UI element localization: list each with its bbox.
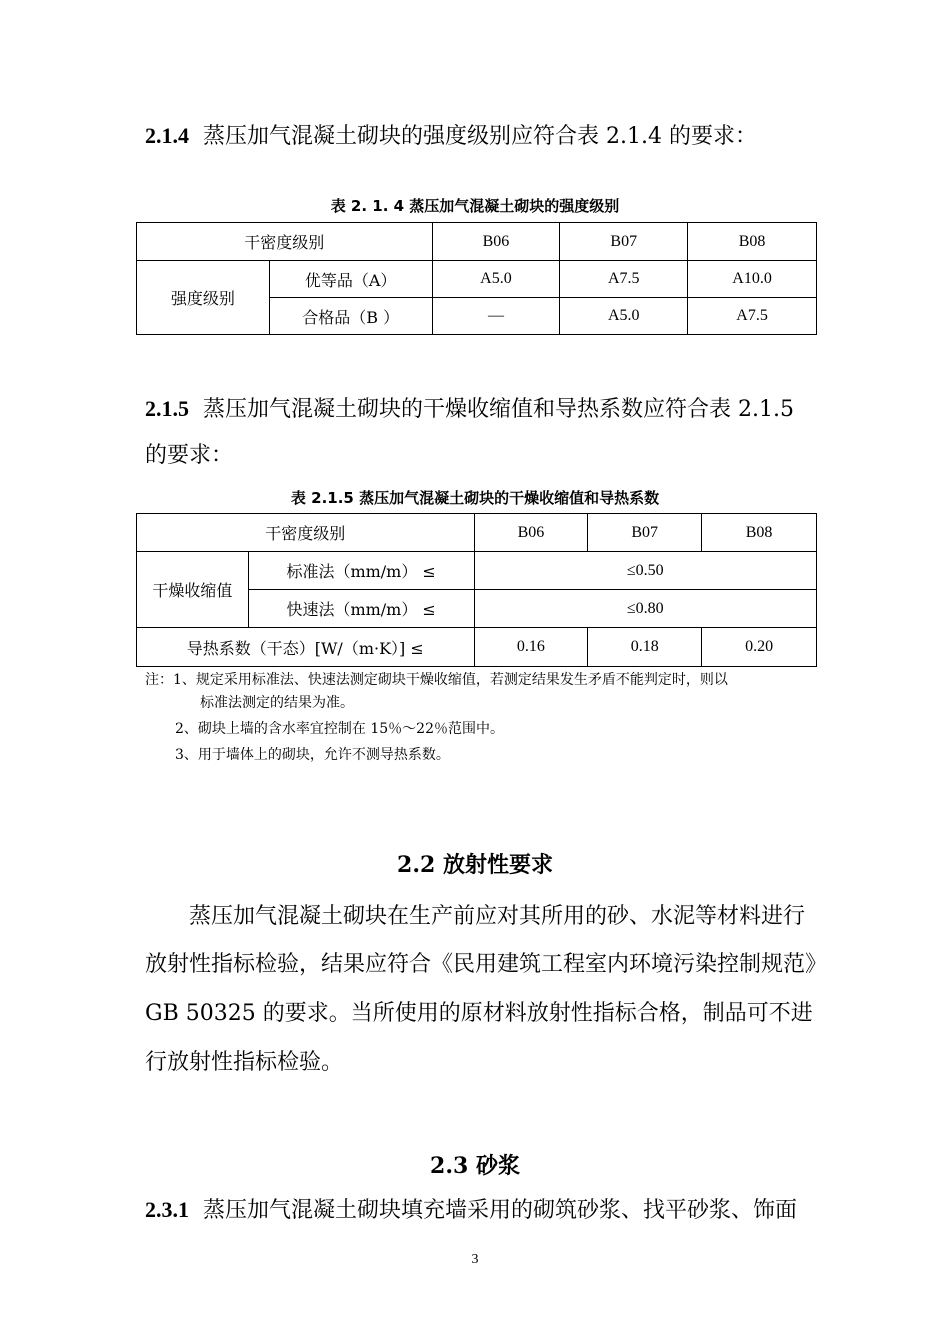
header-cell: B08: [688, 223, 817, 261]
table-cell: ≤0.50: [474, 552, 817, 590]
table-cell: —: [432, 298, 560, 335]
section-2-1-5: [145, 395, 794, 423]
header-cell: B07: [588, 514, 702, 552]
table-caption-2-1-5: 表 2.1.5 蒸压加气混凝土砌块的干燥收缩值和导热系数: [290, 489, 660, 507]
row-label: 优等品（A）: [269, 261, 432, 298]
section-text: 蒸压加气混凝土砌块的干燥收缩值和导热系数应符合表 2.1.5: [203, 397, 794, 422]
note-line: 注：1、规定采用标准法、快速法测定砌块干燥收缩值，若测定结果发生矛盾不能判定时，则以: [145, 672, 728, 688]
table-cell: A10.0: [688, 261, 817, 298]
section-2-1-4: [145, 122, 757, 150]
row-label: 合格品（B ）: [269, 298, 432, 335]
table-cell: ≤0.80: [474, 590, 817, 628]
header-cell: 干密度级别: [137, 223, 433, 261]
table-cell: 0.16: [474, 628, 588, 667]
note-line: 标准法测定的结果为准。: [200, 695, 354, 711]
page-number: 3: [471, 1252, 479, 1267]
header-cell: B06: [432, 223, 560, 261]
paragraph-line: 行放射性指标检验。: [145, 1050, 344, 1075]
table-cell: A5.0: [560, 298, 688, 335]
header-cell: B08: [702, 514, 817, 552]
table-cell: A7.5: [688, 298, 817, 335]
row-label: 快速法（mm/m） ≤: [248, 590, 474, 628]
table-cell: 0.20: [702, 628, 817, 667]
paragraph-line: 蒸压加气混凝土砌块在生产前应对其所用的砂、水泥等材料进行: [189, 904, 806, 929]
row-label: 导热系数（干态）[W/（m·K）] ≤: [137, 628, 475, 667]
note-line: 3、用于墙体上的砌块，允许不测导热系数。: [175, 747, 450, 763]
section-2-3-1: [145, 1196, 797, 1224]
paragraph-line: GB 50325 的要求。当所使用的原材料放射性指标合格，制品可不进: [145, 1001, 813, 1026]
section-number: 2.1.5: [145, 396, 189, 421]
paragraph-line: 放射性指标检验，结果应符合《民用建筑工程室内环境污染控制规范》: [145, 952, 828, 977]
section-heading-2-2: 2.2 放射性要求: [397, 852, 553, 878]
shrinkage-thermal-table: [136, 513, 817, 667]
row-label: 标准法（mm/m） ≤: [248, 552, 474, 590]
table-caption-2-1-4: 表 2. 1. 4 蒸压加气混凝土砌块的强度级别: [330, 197, 620, 215]
section-text: 蒸压加气混凝土砌块的强度级别应符合表 2.1.4 的要求：: [203, 124, 757, 149]
header-cell: B06: [474, 514, 588, 552]
header-cell: B07: [560, 223, 688, 261]
row-group-label: 强度级别: [137, 261, 270, 335]
strength-grade-table: [136, 222, 817, 335]
header-cell: 干密度级别: [137, 514, 475, 552]
section-text: 蒸压加气混凝土砌块填充墙采用的砌筑砂浆、找平砂浆、饰面: [203, 1198, 798, 1223]
note-line: 2、砌块上墙的含水率宜控制在 15％～22％范围中。: [175, 721, 504, 737]
table-cell: A7.5: [560, 261, 688, 298]
table-cell: 0.18: [588, 628, 702, 667]
table-cell: A5.0: [432, 261, 560, 298]
section-heading-2-3: 2.3 砂浆: [430, 1153, 520, 1179]
section-number: 2.3.1: [145, 1197, 189, 1222]
section-number: 2.1.4: [145, 123, 189, 148]
row-group-label: 干燥收缩值: [137, 552, 249, 628]
section-2-1-5-continued: 的要求：: [145, 443, 234, 468]
